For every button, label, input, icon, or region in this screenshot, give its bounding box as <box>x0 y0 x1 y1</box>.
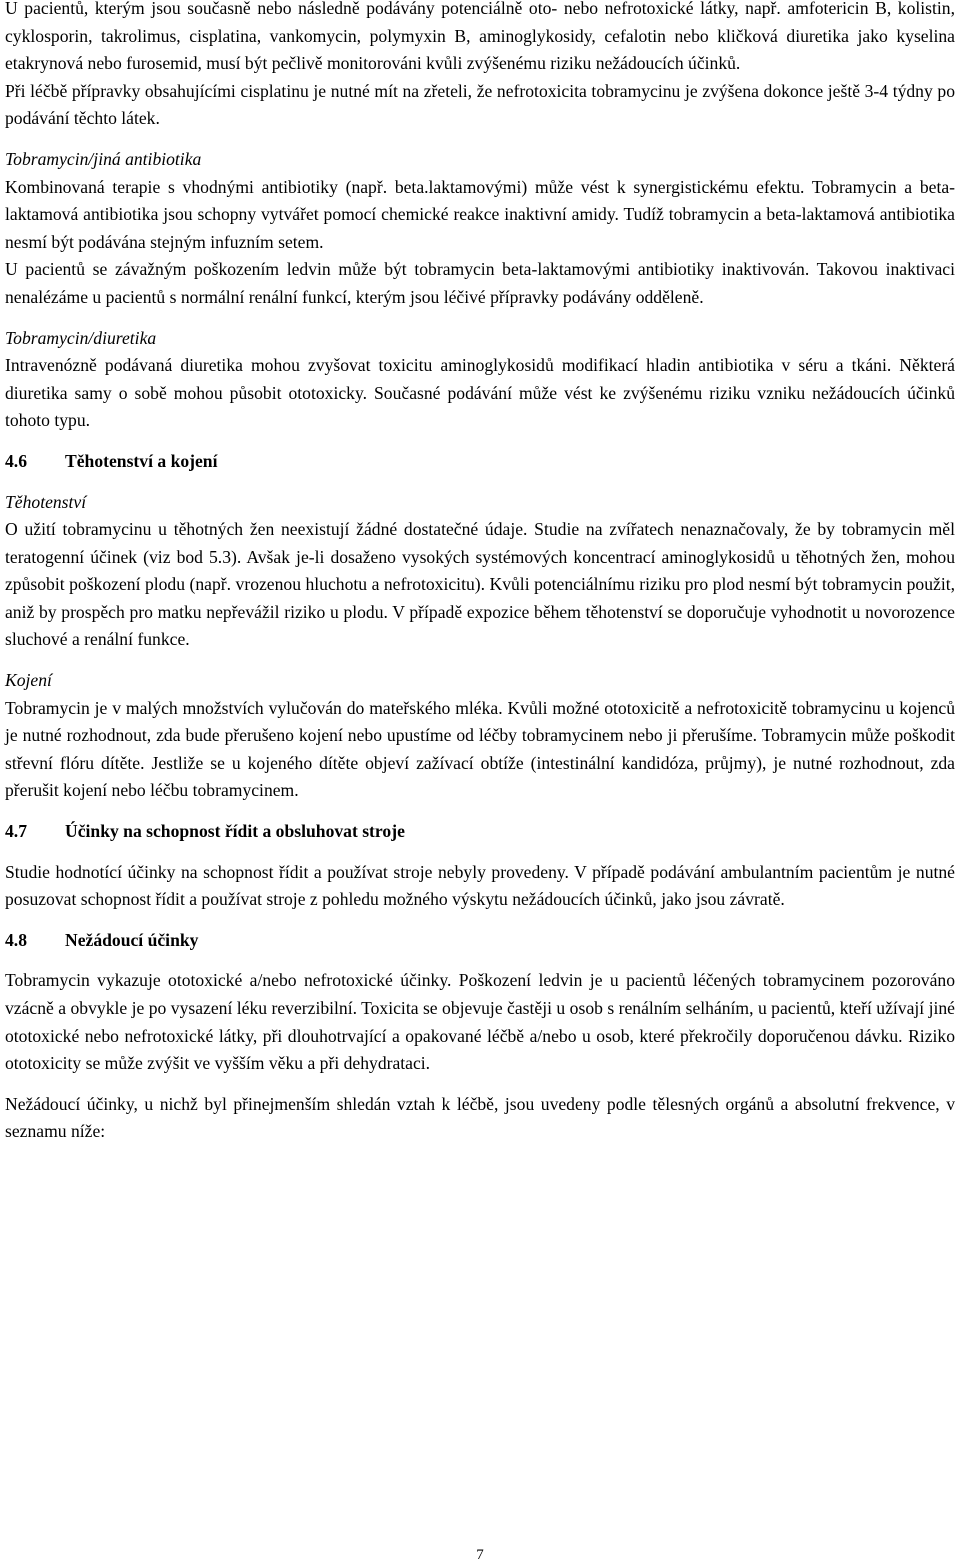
document-page <box>5 0 955 1146</box>
section-4-8-heading <box>5 927 955 955</box>
section-4-8-number: 4.8 <box>5 929 27 950</box>
diuretics-paragraph: Intravenózně podávaná diuretika mohou zvyšovat toxicitu aminoglykosidů modifikací hladin antibiotika v séru a tkáni. Některá diuretika samy o sobě mohou působit ototoxicky. Současné podávání může vést ke zvýšenému riziku vzniku nežádoucích účinků tohoto typu. <box>5 355 955 431</box>
section-4-7-title: Účinky na schopnost řídit a obsluhovat stroje <box>65 821 405 842</box>
antibiotics-paragraph-1: Kombinovaná terapie s vhodnými antibiotiky (např. beta.laktamovými) může vést k synergistickému efektu. Tobramycin a beta-laktamová antibiotika jsou schopny vytvářet pomocí chemické reakce inaktivní amidy. Tudíž tobramycin a beta-laktamová antibiotika nesmí být podávána stejným infuzním setem. <box>5 176 955 252</box>
section-4-8-title: Nežádoucí účinky <box>65 929 199 950</box>
section-4-8-paragraph-1: Tobramycin vykazuje ototoxické a/nebo nefrotoxické účinky. Poškození ledvin je u pacientů léčených tobramycinem pozorováno vzácně a obvykle je po vysazení léku reverzibilní. Toxicita se objevuje častěji u osob s renálním selháním, u pacientů, kteří užívají jiné ototoxické nebo nefrotoxické látky, při dlouhotrvající a opakované léčbě a/nebo u osob, které překročily doporučenou dávku. Riziko ototoxicity se může zvýšit ve vyšším věku a při dehydrataci. <box>5 970 955 1074</box>
pregnancy-paragraph: O užití tobramycinu u těhotných žen neexistují žádné dostatečné údaje. Studie na zvířatech nenaznačovaly, že by tobramycin měl teratogenní účinek (viz bod 5.3). Avšak je-li dosaženo vysokých systémových koncentrací aminoglykosidů u těhotných žen, mohou způsobit poškození plodu (např. vrozenou hluchotu a nefrotoxicitu). Kvůli potenciálnímu riziku pro plod nesmí být tobramycin použit, aniž by prospěch pro matku nepřevážil riziko u plodu. V případě expozice během těhotenství se doporučuje vyhodnotit u novorozence sluchové a renální funkce. <box>5 519 955 650</box>
antibiotics-subheading: Tobramycin/jiná antibiotika <box>5 148 202 169</box>
antibiotics-paragraph-2: U pacientů se závažným poškozením ledvin může být tobramycin beta-laktamovými antibiotiky inaktivován. Takovou inaktivaci nenalézáme u pacientů s normální renální funkcí, kterým jsou léčivé přípravky podávány odděleně. <box>5 259 955 307</box>
breastfeeding-paragraph: Tobramycin je v malých množstvích vylučován do mateřského mléka. Kvůli možné ototoxicitě a nefrotoxicitě tobramycinu u kojenců je nutné rozhodnout, zda bude přerušeno kojení nebo upustíme od léčby tobramycinem nebo ji přerušíme. Tobramycin může poškodit střevní flóru dítěte. Jestliže se u kojeného dítěte objeví zažívací obtíže (intestinální kandidóza, průjmy), je nutné rozhodnout, zda přerušit kojení nebo léčbu tobramycinem. <box>5 697 955 801</box>
pregnancy-subheading: Těhotenství <box>5 491 87 512</box>
diuretics-subheading: Tobramycin/diuretika <box>5 327 157 348</box>
breastfeeding-subheading: Kojení <box>5 670 52 691</box>
section-4-7-paragraph: Studie hodnotící účinky na schopnost řídit a používat stroje nebyly provedeny. V případě podávání ambulantním pacientům je nutné posuzovat schopnost řídit a používat stroje z pohledu možného výskytu nežádoucích účinků, jako jsou závratě. <box>5 861 955 910</box>
section-4-6-title: Těhotenství a kojení <box>65 450 218 471</box>
page-number: 7 <box>476 1547 484 1563</box>
intro-paragraph-2: Při léčbě přípravky obsahujícími cisplatinu je nutné mít na zřeteli, že nefrotoxicita tobramycinu je zvýšena dokonce ještě 3-4 týdny po podávání těchto látek. <box>5 80 955 129</box>
intro-paragraph-1: U pacientů, kterým jsou současně nebo následně podávány potenciálně oto- nebo nefrotoxické látky, např. amfotericin B, kolistin, cyklosporin, takrolimus, cisplatina, vankomycin, polymyxin B, aminoglykosidy, cefalotin nebo kličková diuretika jako kyselina etakrynová nebo furosemid, musí být pečlivě monitorováni kvůli zvýšenému riziku nežádoucích účinků. <box>5 0 955 74</box>
section-4-8-paragraph-2: Nežádoucí účinky, u nichž byl přinejmenším shledán vztah k léčbě, jsou uvedeny podle tělesných orgánů a absolutní frekvence, v seznamu níže: <box>5 1093 955 1142</box>
section-4-6-heading <box>5 448 955 476</box>
section-4-7-heading <box>5 818 955 846</box>
section-4-6-number: 4.6 <box>5 450 27 471</box>
section-4-7-number: 4.7 <box>5 821 27 842</box>
